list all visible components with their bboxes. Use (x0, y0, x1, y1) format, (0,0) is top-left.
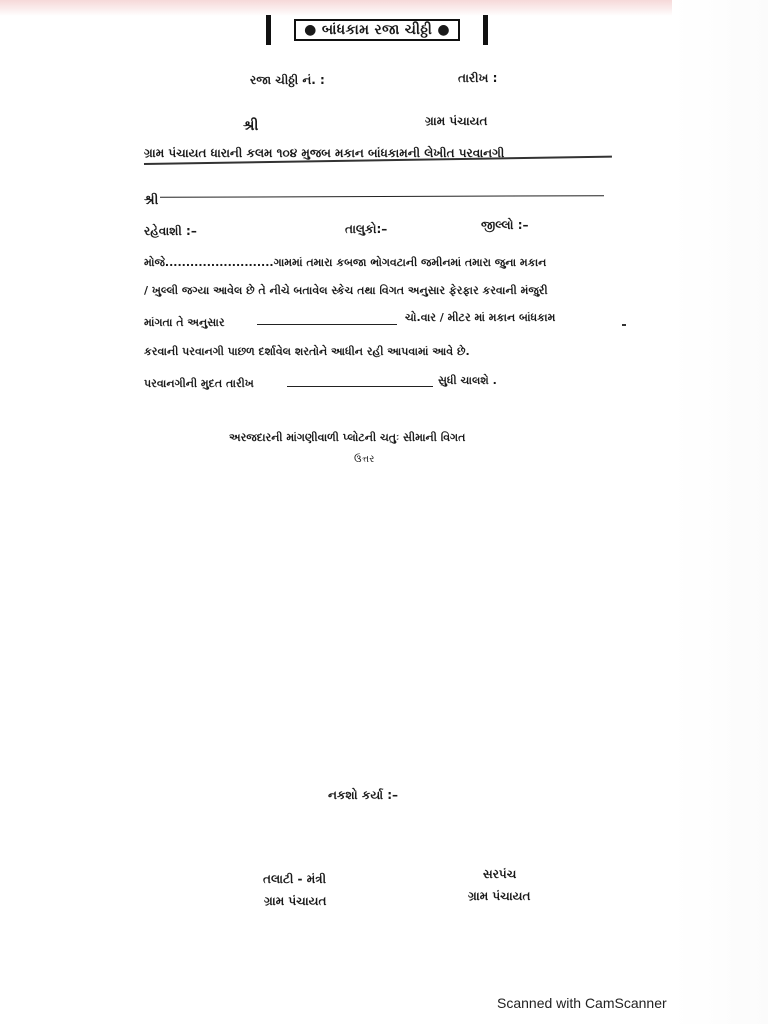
scan-edge-top (0, 0, 768, 16)
paragraph-line-1: મોજે..........................ગામમાં તમારા કબજા ભોગવટાની જમીનમાં તમારા જુના મકાન (144, 256, 547, 269)
scan-speck (622, 324, 626, 326)
north-label: ઉત્તર (354, 454, 375, 465)
title-frame (266, 15, 488, 45)
date-label: તારીખ : (458, 71, 498, 85)
paragraph-line-4: કરવાની પરવાનગી પાછળ દર્શાવેલ શરતોને આધીન રહી આપવામાં આવે છે. (144, 345, 470, 358)
paragraph-line-3b: ચો.વાર / મીટર માં મકાન બાંધકામ (405, 311, 556, 324)
scan-edge-right (672, 0, 768, 1024)
validity-date-blank-line (287, 386, 433, 387)
paragraph-line-5a: પરવાનગીની મુદત તારીખ (144, 377, 254, 390)
district-label: જીલ્લો :– (481, 218, 529, 232)
paragraph-line-5b: સુધી ચાલશે . (438, 374, 497, 387)
resident-label: રહેવાશી :– (144, 224, 197, 238)
document-title-text: બાંધકામ રજા ચીઠ્ઠી (321, 22, 433, 38)
document-title: ● બાંધકામ રજા ચીઠ્ઠી ● (294, 19, 460, 41)
paragraph-line-3a: માંગતા તે અનુસાર (144, 316, 225, 329)
permit-number-label: રજા ચીઠ્ઠી નં. : (250, 73, 325, 87)
talati-title: તલાટી - મંત્રી (263, 872, 327, 886)
name-blank-line (160, 195, 604, 198)
gram-panchayat-label: ગ્રામ પંચાયત (425, 114, 488, 128)
taluka-label: તાલુકો:– (345, 222, 388, 236)
paragraph-line-2: / ખુલ્લી જગ્યા આવેલ છે તે નીચે બતાવેલ સ્કેચ તથા વિગત અનુસાર ફેરફાર કરવાની મંજુરી (144, 284, 548, 297)
permission-heading: ગ્રામ પંચાયત ધારાની કલમ ૧૦૪ મુજબ મકાન બાંધકામની લેખીત પરવાનગી (144, 146, 505, 160)
area-blank-line (257, 324, 397, 325)
boundary-details-title: અરજદારની માંગણીવાળી પ્લોટની ચતુઃ સીમાની વિગત (229, 431, 466, 444)
shri-name-label: શ્રી (144, 193, 159, 208)
sarpanch-title: સરપંચ (483, 867, 517, 881)
shri-label: શ્રી (243, 118, 259, 134)
talati-subtitle: ગ્રામ પંચાયત (264, 894, 327, 908)
camscanner-watermark: Scanned with CamScanner (497, 995, 667, 1011)
sarpanch-subtitle: ગ્રામ પંચાયત (468, 889, 531, 903)
map-made-label: નકશો કર્યા :– (328, 788, 399, 802)
